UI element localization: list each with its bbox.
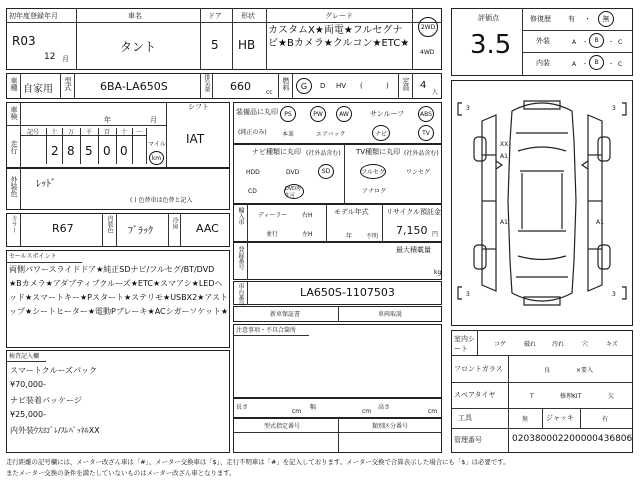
nav-sublabel: (社外品含む) (306, 150, 341, 157)
reg-no-label: 登録番号 (237, 246, 244, 270)
jack-label: ジャッキ (546, 414, 574, 422)
odo-label: 走行 (10, 140, 18, 154)
exterior-dot-2: ・ (608, 39, 615, 46)
km-circle: km (149, 151, 164, 165)
seat-label: 室内シート (454, 335, 475, 353)
model-year-unknown: 不明 (366, 233, 379, 240)
tv-analog: アナログ (362, 188, 387, 195)
shape-label: 形状 (241, 12, 255, 20)
class-no-label: 類別区分番号 (372, 423, 409, 430)
drive-2wd: 2WD (418, 17, 438, 37)
model-label: 型式 (64, 77, 72, 91)
fuel-gasoline: G (296, 78, 312, 94)
exterior-c: C (618, 39, 623, 46)
repair-yes: 有 (568, 15, 575, 23)
interior-dot-1: ・ (582, 61, 589, 68)
odo-digit-4: 0 (103, 144, 111, 158)
seat-burn: コゲ (494, 341, 507, 348)
diagram-mark-xx: XX (500, 141, 509, 148)
fuel-diesel: D (320, 82, 326, 90)
displacement-unit: cc (266, 89, 273, 96)
equip-ps: PS (280, 106, 296, 122)
height-unit: cm (428, 408, 438, 415)
fuel-paren-open: ( (360, 82, 363, 90)
chassis-value: LA650S-1107503 (300, 286, 395, 299)
repair-label: 修復歴 (530, 15, 551, 23)
nav-sd: SD (318, 164, 334, 179)
shape-value: HB (238, 38, 256, 52)
odo-unit-symbol: 記号 (27, 129, 40, 136)
diagram-mark-a1-left-rear: A1 (500, 219, 508, 226)
category-label: 車種 (10, 77, 18, 91)
odo-unit-thousand: 千 (86, 129, 93, 136)
car-damage-diagram (452, 81, 632, 325)
manual-label: 車両取説 (378, 311, 403, 318)
notes-label: 注意事項・不具合箇所 (236, 327, 297, 334)
sales-line-1: 両側パワースライドドア★純正SDナビ/フルセグ/BT/DVD (9, 265, 215, 274)
seat-tear: 破れ (524, 341, 537, 348)
inspector-line-5: 内外装ｳｽﾖｺﾞﾚ/ｽﾚﾊﾟｯﾈﾙXX (10, 426, 100, 435)
first-reg-month-unit: 月 (62, 55, 69, 63)
model-value: 6BA-LA650S (100, 80, 168, 93)
fuel-paren-close: ) (386, 82, 389, 90)
tv-fullseg: フルセグ (360, 164, 386, 179)
tools-label: 工具 (458, 414, 472, 422)
color-code-value: R67 (52, 222, 74, 235)
diagram-mark-rear-left: 3 (466, 291, 470, 298)
repair-dot: ・ (584, 15, 591, 23)
recycle-value: 7,150 (396, 224, 428, 237)
width-unit: cm (362, 408, 372, 415)
equip-tv: TV (418, 125, 434, 141)
diagram-mark-front-right: 3 (612, 105, 616, 112)
front-glass-replace: ×要入 (576, 367, 594, 374)
inspector-line-1: スマートクルーズパック (10, 366, 98, 375)
interior-color-value: ﾌﾞﾗｯｸ (128, 226, 153, 237)
interior-c: C (618, 61, 623, 68)
import-label: 輸入車 (237, 207, 244, 225)
sales-line-2: ★Bカメラ★アダプティブクルーズ★ETC★スマアシ★LEDヘ (9, 279, 223, 288)
interior-dot-2: ・ (608, 61, 615, 68)
tv-oneseg: ワンセグ (406, 169, 431, 176)
door-value: 5 (211, 38, 219, 52)
recycle-label: リサイクル預託金 (386, 208, 442, 216)
jack-value: 有 (602, 416, 609, 423)
color-label: 外装色 (10, 176, 18, 197)
door-label: ドア (208, 12, 222, 20)
nav-hdd: HDD (246, 169, 260, 176)
footer-line-2: またメーター交換の条件を満たしていないものはメーター改ざん車となります。 (6, 469, 236, 477)
height-label: 高さ (378, 404, 391, 411)
odo-digit-1: 2 (51, 144, 59, 158)
first-reg-label: 初年度登録年月 (9, 12, 58, 20)
width-label: 幅 (310, 404, 317, 411)
spare-label: スペアタイヤ (454, 391, 496, 399)
exterior-a: A (572, 39, 577, 46)
displacement-label: 排気量 (203, 74, 210, 92)
fuel-hybrid: HV (336, 82, 347, 90)
diagram-mark-front-left: 3 (466, 105, 470, 112)
equip-airbag: エアバック (316, 131, 346, 138)
shift-value: IAT (186, 132, 205, 146)
front-glass-label: フロントガラス (454, 365, 503, 373)
spare-kit: 修理KIT (560, 393, 582, 400)
equip-aw: AW (336, 106, 352, 122)
shift-label: シフト (188, 103, 209, 111)
car-name-label: 車名 (128, 12, 142, 20)
color-note: ( ) 色替車は色替と記入 (130, 197, 193, 204)
seat-stain: 汚れ (552, 341, 565, 348)
interior-label: 内装 (536, 59, 550, 67)
tv-sublabel: (社外品含む) (404, 150, 439, 157)
first-reg-month: 12 (44, 52, 56, 62)
equipment-sublabel: (純正のみ) (238, 129, 267, 136)
import-right: 右H (302, 212, 313, 219)
fuel-label: 燃料 (282, 77, 290, 91)
inspector-label: 検査記入欄 (9, 353, 40, 360)
equipment-label: 装備品に丸印 (236, 108, 278, 116)
grade-label: グレード (325, 12, 353, 20)
equip-abs: ABS (418, 106, 434, 122)
odo-digit-2: 8 (67, 144, 75, 158)
import-dealer: ディーラー (258, 212, 288, 219)
category-value: 自家用 (23, 84, 53, 95)
chassis-label: 車台番号 (237, 283, 244, 307)
warranty-label: 新車保証書 (270, 311, 301, 318)
ac-label: 冷房 (171, 217, 178, 229)
odo-unit-ten: 十 (121, 129, 128, 136)
odo-unit-ten-thousand: 万 (68, 129, 75, 136)
capacity-unit: 人 (432, 89, 439, 96)
ac-value: AAC (196, 222, 219, 235)
exterior-dot-1: ・ (582, 39, 589, 46)
diagram-mark-a1-right: A1 (596, 219, 604, 226)
tv-label: TV種類に丸印 (356, 148, 401, 156)
score-label: 評価点 (478, 14, 499, 22)
footer-line-1: 走行距離の記号欄には、メーター改ざん車は「#」、メーター交換車は「$」、走行不明車は「#」を記入しております。メーター交換で合算表示した場合にも「$」は必要です。 (6, 458, 510, 466)
interior-a: A (572, 61, 577, 68)
recycle-unit: 円 (432, 231, 439, 238)
length-unit: cm (292, 408, 302, 415)
nav-dvd-play: DVD再生可 (284, 184, 304, 199)
spare-t: T (530, 393, 534, 400)
nav-dvd: DVD (286, 169, 300, 176)
diagram-mark-rear-right: 3 (612, 291, 616, 298)
model-no-label: 型式指定番号 (264, 423, 301, 430)
diagram-mark-a1-left-front: A1 (500, 153, 508, 160)
inspector-line-2: ¥70,000- (10, 380, 46, 389)
sales-line-4: ップ★シートヒーター★電動Pブレーキ★ACシガーソケット★ (9, 307, 228, 316)
grade-value: カスタムX★両電★フルセグナビ★Bカメラ★クルコン★ETC★ (268, 25, 410, 49)
max-load-unit: kg (434, 269, 442, 276)
front-glass-good: 良 (544, 367, 551, 374)
seat-hole: 穴 (582, 341, 589, 348)
import-parallel: 並行 (266, 231, 279, 238)
equip-sunroof: サンルーフ (370, 110, 405, 118)
odo-digit-5: 0 (120, 144, 128, 158)
repair-no: 無 (598, 11, 614, 27)
inspection-label: 車検 (10, 106, 18, 120)
dimensions-box (233, 398, 442, 418)
equip-leather: 本革 (282, 131, 295, 138)
color-code-label: カラー (10, 215, 17, 233)
sales-line-3: ッド★スマートキー★Pスタート★ステリモ★USBX2★アスト (9, 293, 229, 302)
color-value: ﾚｯﾄﾞ (36, 179, 56, 190)
interior-color-label: 内装色 (106, 215, 113, 233)
odo-unit-one: 一 (136, 129, 143, 136)
nav-cd: CD (248, 188, 257, 195)
mile-label: マイル (148, 141, 166, 148)
exterior-label: 外装 (536, 37, 550, 45)
model-year-label: モデル年式 (334, 208, 369, 216)
inspection-year-label: 年 (104, 116, 111, 124)
mgmt-value: 020380002200000436806 (512, 434, 633, 444)
equip-pw: PW (310, 106, 326, 122)
import-left: 左H (302, 231, 313, 238)
equip-nav: ナビ (372, 125, 390, 141)
model-year-unit: 年 (346, 233, 353, 240)
max-load-label: 最大積載量 (396, 246, 431, 254)
spare-missing: 欠 (608, 393, 615, 400)
inspector-line-4: ¥25,000- (10, 410, 46, 419)
capacity-label: 定員 (402, 77, 410, 91)
capacity-value: 4 (420, 80, 427, 91)
mgmt-label: 管理番号 (454, 436, 482, 444)
tools-value: 無 (522, 416, 529, 423)
drive-4wd: 4WD (420, 49, 435, 56)
odo-unit-hundred: 百 (104, 129, 111, 136)
car-name-value: タント (120, 40, 157, 54)
odo-unit-hundred-thousand: 十 (51, 129, 58, 136)
seat-scratch: キズ (606, 341, 618, 348)
nav-label: ナビ種類に丸印 (252, 148, 301, 156)
first-reg-value: R03 (12, 34, 36, 48)
sales-label: セールスポイント (9, 253, 57, 260)
exterior-b: B (589, 33, 604, 48)
displacement-value: 660 (230, 80, 251, 93)
inspection-month-label: 月 (150, 116, 157, 124)
odo-digit-3: 5 (85, 144, 93, 158)
length-label: 長さ (236, 404, 249, 411)
inspector-line-3: ナビ装着パッケージ (10, 396, 82, 405)
interior-b: B (589, 55, 604, 70)
score-value: 3.5 (470, 30, 512, 60)
